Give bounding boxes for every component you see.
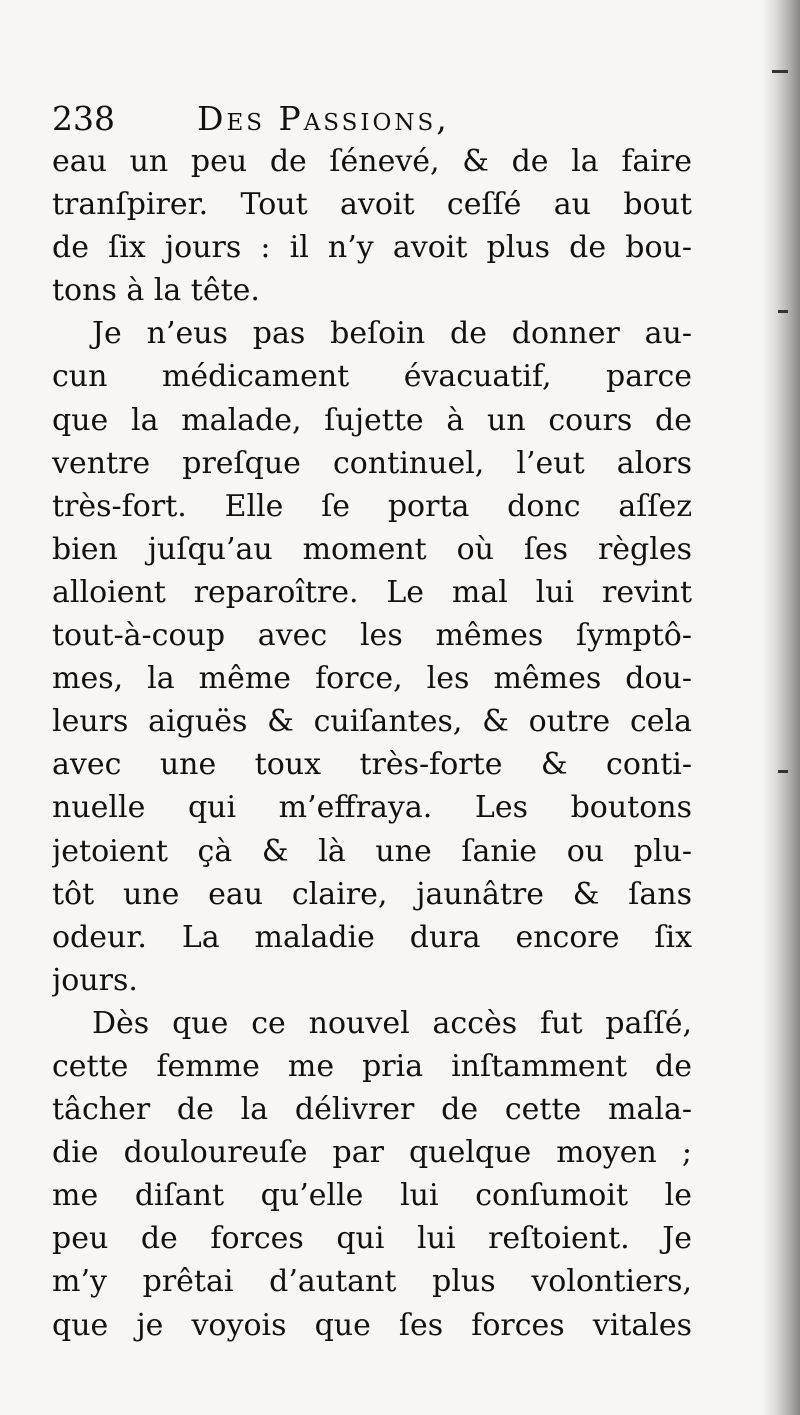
text-line: leurs aiguës & cuiſantes, & outre cela <box>52 704 692 740</box>
text-body <box>52 140 692 1347</box>
text-line: cun médicament évacuatif, parce <box>52 359 692 395</box>
text-line: Je n’eus pas beſoin de donner au- <box>92 316 692 352</box>
text-line: bien juſqu’au moment où ſes règles <box>52 531 692 567</box>
page-number: 238 <box>52 99 115 138</box>
text-line: très-fort. Elle ſe porta donc aſſez <box>52 488 692 524</box>
text-line: eau un peu de ſénevé, & de la faire <box>52 144 692 179</box>
text-line: die douloureuſe par quelque moyen ; <box>52 1135 692 1171</box>
text-line: peu de forces qui lui reſtoient. Je <box>52 1221 692 1257</box>
text-line: que je voyois que ſes forces vitales <box>52 1307 692 1343</box>
text-line: tout-à-coup avec les mêmes ſymptô- <box>52 618 692 654</box>
page-header <box>52 96 692 142</box>
text-line: mes, la même force, les mêmes dou- <box>52 661 692 697</box>
text-line: cette femme me pria inſtamment de <box>52 1048 692 1084</box>
text-line: que la malade, ſujette à un cours de <box>52 402 692 438</box>
text-line: tâcher de la délivrer de cette mala- <box>52 1092 692 1128</box>
text-line: tranſpirer. Tout avoit ceſſé au bout <box>52 187 692 223</box>
text-line: ventre preſque continuel, l’eut alors <box>52 445 692 481</box>
text-line: alloient reparoître. Le mal lui revint <box>52 574 692 610</box>
running-title: Des Passions, <box>197 99 450 138</box>
text-line: Dès que ce nouvel accès fut paſſé, <box>92 1005 692 1041</box>
text-line: tons à la tête. <box>52 273 260 309</box>
text-line: me diſant qu’elle lui conſumoit le <box>52 1178 692 1214</box>
edge-mark <box>772 70 788 73</box>
text-line: odeur. La maladie dura encore ſix <box>52 919 692 955</box>
text-line: jours. <box>52 962 138 998</box>
text-line: tôt une eau claire, jaunâtre & ſans <box>52 876 692 912</box>
edge-mark <box>778 310 788 313</box>
text-line: avec une toux très-forte & conti- <box>52 747 692 783</box>
text-line: de ſix jours : il n’y avoit plus de bou- <box>52 230 692 266</box>
text-line: m’y prêtai d’autant plus volontiers, <box>52 1264 692 1300</box>
text-line: jetoient çà & là une ſanie ou plu- <box>52 833 692 869</box>
edge-mark <box>778 770 788 773</box>
binding-gutter <box>762 0 800 1415</box>
text-line: nuelle qui m’effraya. Les boutons <box>52 790 692 826</box>
